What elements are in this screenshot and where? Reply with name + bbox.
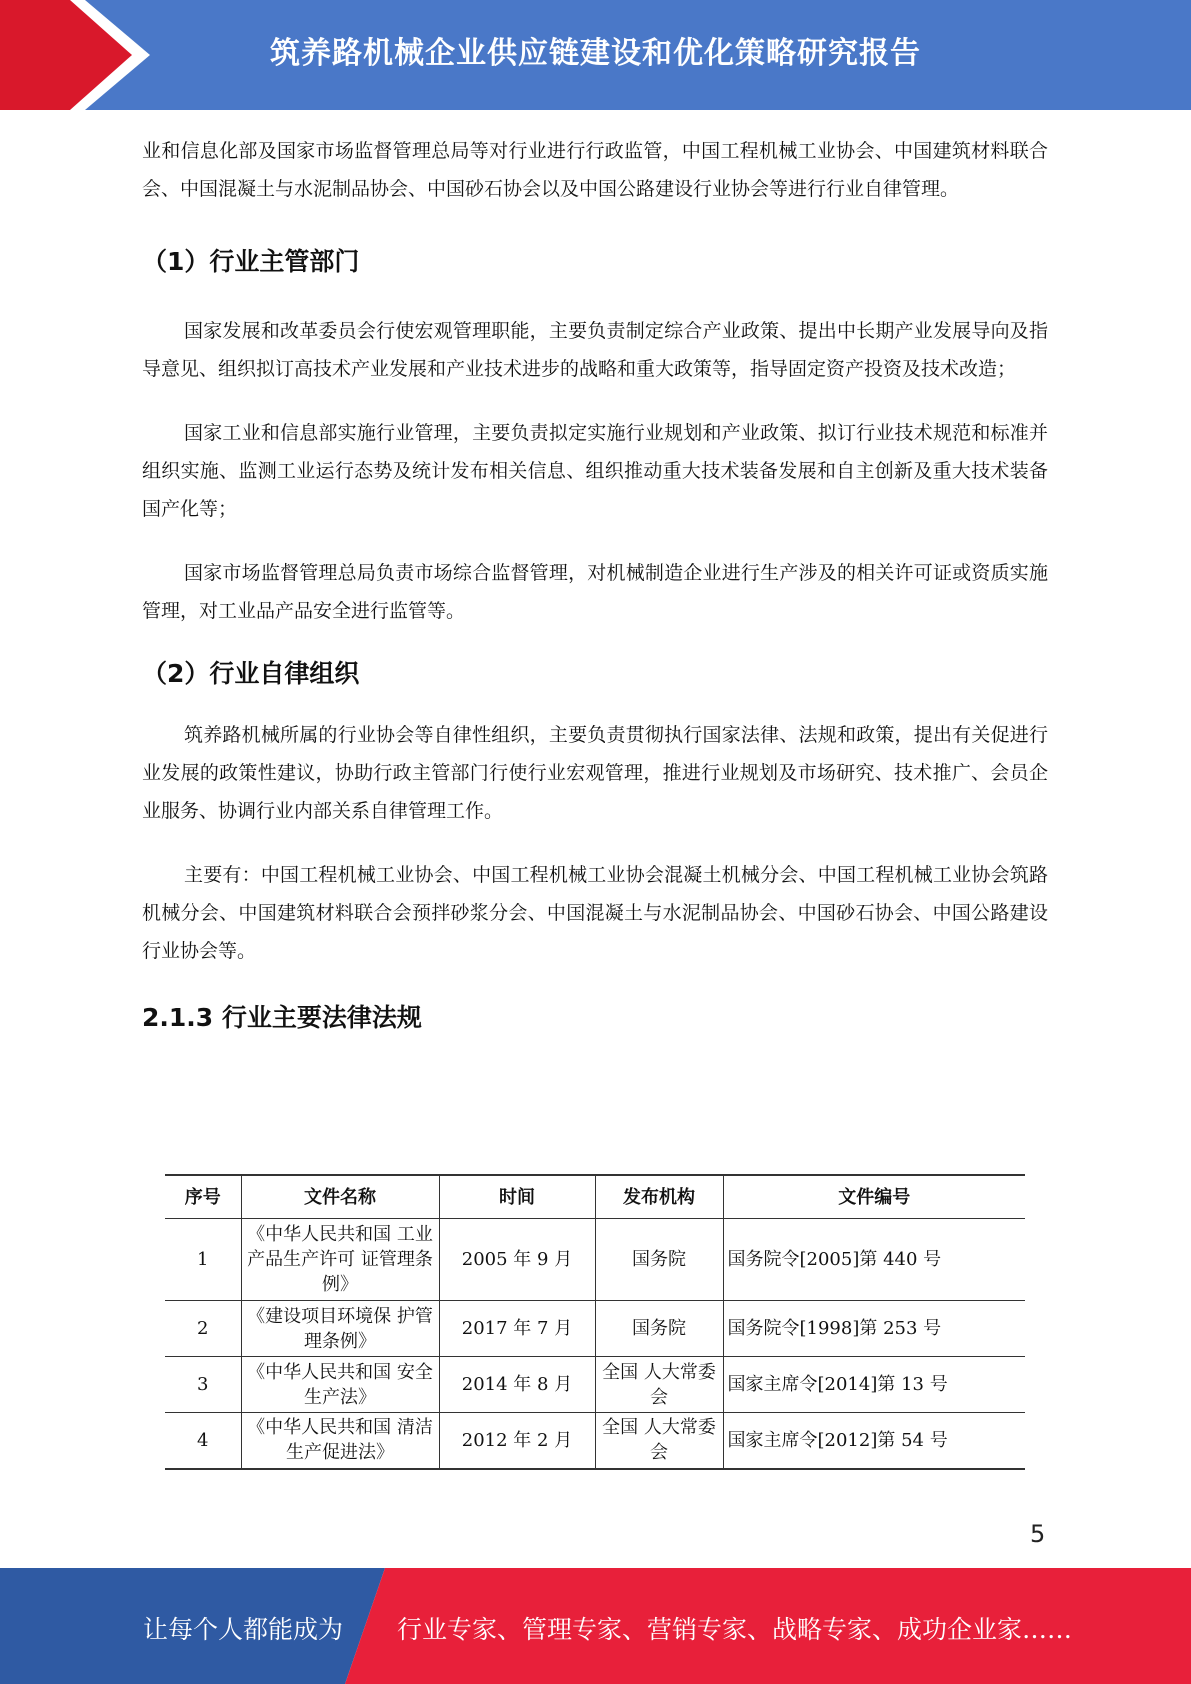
page-footer bbox=[0, 1568, 1191, 1684]
section-heading-laws: 2.1.3 行业主要法律法规 bbox=[142, 1003, 422, 1032]
paragraph-ndrc: 国家发展和改革委员会行使宏观管理职能，主要负责制定综合产业政策、提出中长期产业发展导向及指导意见、组织拟订高技术产业发展和产业技术进步的战略和重大政策等，指导固定资产投资及技术改造； bbox=[142, 320, 1048, 380]
table-cell: 国务院令[2005]第 440 号 bbox=[723, 1219, 1025, 1301]
table-cell: 2014 年 8 月 bbox=[439, 1357, 595, 1413]
column-header: 文件编号 bbox=[723, 1175, 1025, 1219]
table-cell: 国务院令[1998]第 253 号 bbox=[723, 1301, 1025, 1357]
table-cell: 国家主席令[2012]第 54 号 bbox=[723, 1413, 1025, 1469]
footer-slogan-right: 行业专家、管理专家、营销专家、战略专家、成功企业家…… bbox=[397, 1615, 1073, 1644]
section-heading-regulators: （1）行业主管部门 bbox=[142, 247, 360, 276]
table-cell: 全国 人大常委会 bbox=[595, 1357, 723, 1413]
section-heading-self-regulation: （2）行业自律组织 bbox=[142, 659, 360, 688]
table-row bbox=[165, 1357, 1025, 1413]
table-row bbox=[165, 1219, 1025, 1301]
footer-slogan-left: 让每个人都能成为 bbox=[143, 1615, 344, 1644]
page-number: 5 bbox=[1030, 1520, 1046, 1548]
table-cell: 国家主席令[2014]第 13 号 bbox=[723, 1357, 1025, 1413]
page-header bbox=[0, 0, 1191, 110]
paragraph-miit: 国家工业和信息部实施行业管理，主要负责拟定实施行业规划和产业政策、拟订行业技术规范和标准并组织实施、监测工业运行态势及统计发布相关信息、组织推动重大技术装备发展和自主创新及重大技术装备国产化等； bbox=[142, 422, 1048, 520]
table-row bbox=[165, 1301, 1025, 1357]
column-header: 文件名称 bbox=[241, 1175, 439, 1219]
table-cell: 《中华人民共和国 安全生产法》 bbox=[241, 1357, 439, 1413]
table-cell: 《建设项目环境保 护管理条例》 bbox=[241, 1301, 439, 1357]
table-cell: 1 bbox=[165, 1219, 241, 1301]
paragraph-samr: 国家市场监督管理总局负责市场综合监督管理，对机械制造企业进行生产涉及的相关许可证或资质实施管理，对工业品产品安全进行监管等。 bbox=[142, 562, 1048, 622]
table-cell: 4 bbox=[165, 1413, 241, 1469]
header-arrow-decoration bbox=[0, 0, 150, 110]
table-cell: 2005 年 9 月 bbox=[439, 1219, 595, 1301]
table-cell: 国务院 bbox=[595, 1219, 723, 1301]
table-cell: 2017 年 7 月 bbox=[439, 1301, 595, 1357]
document-body bbox=[142, 132, 1048, 1034]
table-cell: 2012 年 2 月 bbox=[439, 1413, 595, 1469]
table-cell: 全国 人大常委会 bbox=[595, 1413, 723, 1469]
paragraph-association-list: 主要有：中国工程机械工业协会、中国工程机械工业协会混凝土机械分会、中国工程机械工业协会筑路机械分会、中国建筑材料联合会预拌砂浆分会、中国混凝土与水泥制品协会、中国砂石协会、中国公路建设行业协会等。 bbox=[142, 864, 1048, 962]
paragraph-associations: 筑养路机械所属的行业协会等自律性组织，主要负责贯彻执行国家法律、法规和政策，提出有关促进行业发展的政策性建议，协助行政主管部门行使行业宏观管理，推进行业规划及市场研究、技术推广、会员企业服务、协调行业内部关系自律管理工作。 bbox=[142, 724, 1048, 822]
column-header: 发布机构 bbox=[595, 1175, 723, 1219]
table-cell: 国务院 bbox=[595, 1301, 723, 1357]
laws-table bbox=[165, 1174, 1025, 1470]
table-cell: 《中华人民共和国 工业产品生产许可 证管理条例》 bbox=[241, 1219, 439, 1301]
column-header: 时间 bbox=[439, 1175, 595, 1219]
table-header-row bbox=[165, 1175, 1025, 1219]
table-cell: 《中华人民共和国 清洁生产促进法》 bbox=[241, 1413, 439, 1469]
intro-paragraph: 业和信息化部及国家市场监督管理总局等对行业进行行政监管，中国工程机械工业协会、中国建筑材料联合会、中国混凝土与水泥制品协会、中国砂石协会以及中国公路建设行业协会等进行行业自律管理。 bbox=[142, 140, 1048, 200]
table-cell: 2 bbox=[165, 1301, 241, 1357]
report-title: 筑养路机械企业供应链建设和优化策略研究报告 bbox=[270, 36, 921, 71]
column-header: 序号 bbox=[165, 1175, 241, 1219]
table-row bbox=[165, 1413, 1025, 1469]
table-cell: 3 bbox=[165, 1357, 241, 1413]
